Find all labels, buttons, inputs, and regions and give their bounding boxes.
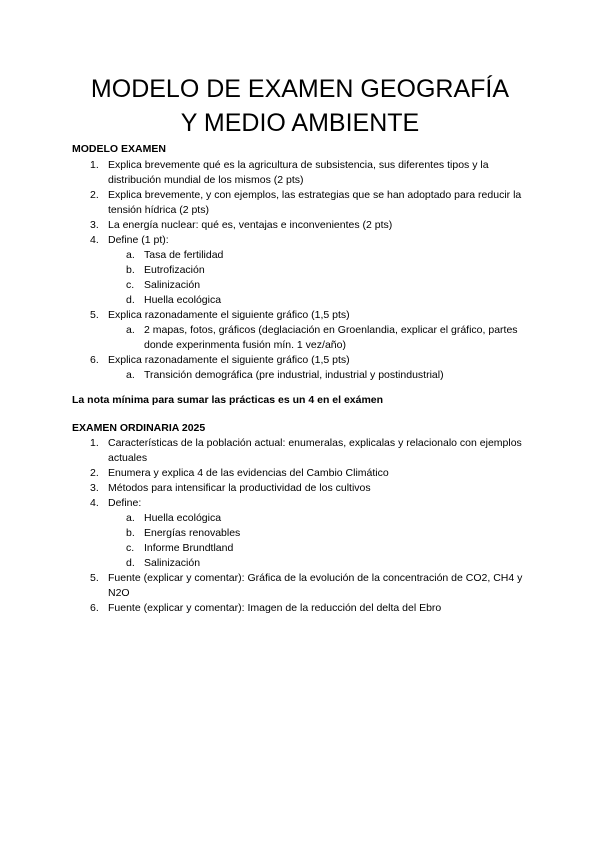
list-item-number: 6. xyxy=(90,602,99,614)
list-item xyxy=(72,233,532,308)
sub-list-letter: a. xyxy=(126,324,135,336)
sub-list xyxy=(108,248,532,308)
list-item-text: Explica brevemente, y con ejemplos, las estrategias que se han adoptado para reducir la tensión hídrica (2 pts) xyxy=(108,189,522,216)
list-item-number: 1. xyxy=(90,159,99,171)
list-item xyxy=(72,466,532,481)
list-item-text: Métodos para intensificar la productividad de los cultivos xyxy=(108,482,371,494)
sub-list-text: Tasa de fertilidad xyxy=(144,249,224,261)
sub-list xyxy=(108,323,532,353)
list-item-text: Explica brevemente qué es la agricultura de subsistencia, sus diferentes tipos y la distribución mundial de los mismos (2 pts) xyxy=(108,159,489,186)
list-item-number: 2. xyxy=(90,467,99,479)
list-item-number: 4. xyxy=(90,234,99,246)
list-item-text: Características de la población actual: enumeralas, explicalas y relacionalo con ejemplos actuales xyxy=(108,437,522,464)
list-item-number: 3. xyxy=(90,219,99,231)
sub-list-letter: c. xyxy=(126,279,135,291)
list-item xyxy=(72,353,532,383)
sub-list-letter: d. xyxy=(126,557,135,569)
list-item-number: 2. xyxy=(90,189,99,201)
sub-list-item xyxy=(108,541,532,556)
list-item xyxy=(72,571,532,601)
sub-list-item xyxy=(108,278,532,293)
page-title xyxy=(40,72,560,140)
list-item xyxy=(72,188,532,218)
list-item-text: Define: xyxy=(108,497,142,509)
list-item-text: Explica razonadamente el siguiente gráfico (1,5 pts) xyxy=(108,354,350,366)
sub-list-letter: b. xyxy=(126,527,135,539)
sub-list-text: Huella ecológica xyxy=(144,512,222,524)
sub-list xyxy=(108,511,532,571)
list-item-text: Enumera y explica 4 de las evidencias del Cambio Climático xyxy=(108,467,389,479)
sub-list xyxy=(108,368,532,383)
sub-list-text: 2 mapas, fotos, gráficos (deglaciación en Groenlandia, explicar el gráfico, partes donde experinmenta fusión mín. 1 vez/año) xyxy=(144,324,518,351)
minimum-grade-note: La nota mínima para sumar las prácticas es un 4 en el exámen xyxy=(72,394,384,406)
list-item xyxy=(72,481,532,496)
sub-list-letter: b. xyxy=(126,264,135,276)
list-item xyxy=(72,496,532,571)
list-item-text: Explica razonadamente el siguiente gráfico (1,5 pts) xyxy=(108,309,350,321)
sub-list-text: Salinización xyxy=(144,557,201,569)
list-item-number: 5. xyxy=(90,572,99,584)
sub-list-item xyxy=(108,323,532,353)
page-title-line-1: MODELO DE EXAMEN GEOGRAFÍA xyxy=(90,75,510,103)
list-item xyxy=(72,436,532,466)
sub-list-text: Transición demográfica (pre industrial, industrial y postindustrial) xyxy=(144,369,444,381)
list-item xyxy=(72,158,532,188)
sub-list-letter: c. xyxy=(126,542,135,554)
sub-list-letter: a. xyxy=(126,512,135,524)
list-item-number: 6. xyxy=(90,354,99,366)
sub-list-letter: a. xyxy=(126,249,135,261)
sub-list-item xyxy=(108,248,532,263)
list-item xyxy=(72,601,532,616)
sub-list-item xyxy=(108,263,532,278)
sub-list-text: Eutrofización xyxy=(144,264,205,276)
sub-list-item xyxy=(108,293,532,308)
list-item-text: Define (1 pt): xyxy=(108,234,169,246)
sub-list-text: Energías renovables xyxy=(144,527,241,539)
sub-list-item xyxy=(108,368,532,383)
list-item-text: Fuente (explicar y comentar): Gráfica de la evolución de la concentración de CO2, CH4 y N2O xyxy=(108,572,523,599)
modelo-examen-list xyxy=(72,158,532,383)
section-heading-modelo-examen: MODELO EXAMEN xyxy=(72,143,166,155)
page-title-line-2: Y MEDIO AMBIENTE xyxy=(180,109,420,137)
list-item-number: 3. xyxy=(90,482,99,494)
list-item-text: Fuente (explicar y comentar): Imagen de la reducción del delta del Ebro xyxy=(108,602,442,614)
sub-list-text: Huella ecológica xyxy=(144,294,222,306)
examen-ordinaria-list xyxy=(72,436,532,616)
list-item-number: 4. xyxy=(90,497,99,509)
sub-list-letter: a. xyxy=(126,369,135,381)
list-item-number: 1. xyxy=(90,437,99,449)
sub-list-letter: d. xyxy=(126,294,135,306)
sub-list-item xyxy=(108,526,532,541)
list-item-text: La energía nuclear: qué es, ventajas e inconvenientes (2 pts) xyxy=(108,219,393,231)
list-item xyxy=(72,218,532,233)
section-heading-examen-ordinaria: EXAMEN ORDINARIA 2025 xyxy=(72,422,206,434)
list-item-number: 5. xyxy=(90,309,99,321)
sub-list-item xyxy=(108,511,532,526)
sub-list-text: Informe Brundtland xyxy=(144,542,234,554)
sub-list-text: Salinización xyxy=(144,279,201,291)
sub-list-item xyxy=(108,556,532,571)
list-item xyxy=(72,308,532,353)
